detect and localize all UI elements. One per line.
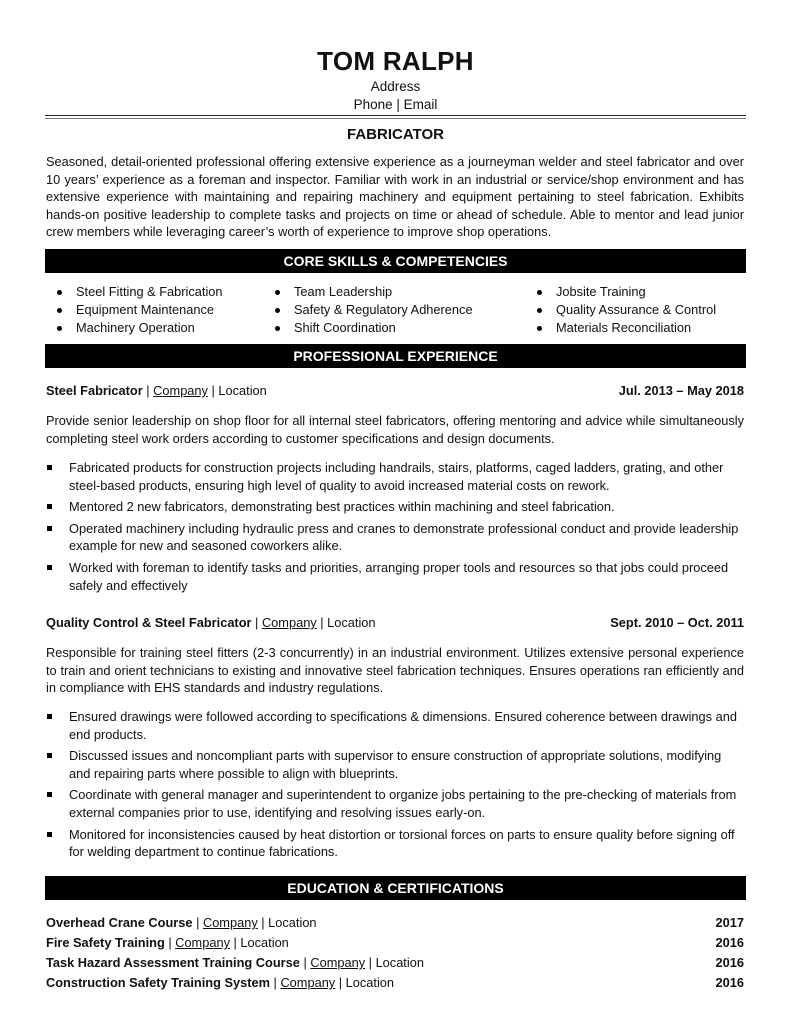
skill-item: Jobsite Training — [531, 283, 716, 301]
candidate-name: TOM RALPH — [317, 46, 474, 76]
company-name: Company — [153, 383, 208, 398]
list-item: Ensured drawings were followed according to specifications & dimensions. Ensured coherence between drawings and end products. — [46, 708, 744, 743]
bullet-dot-icon — [537, 290, 542, 295]
bullet-square-icon — [47, 792, 52, 797]
course-location: Location — [345, 975, 395, 990]
job-bullets — [46, 708, 744, 865]
job-dates: Jul. 2013 – May 2018 — [618, 383, 744, 398]
course-location: Location — [268, 915, 317, 930]
bullet-square-icon — [47, 565, 52, 570]
course-title: Overhead Crane Course — [46, 915, 193, 930]
job-title: Quality Control & Steel Fabricator — [46, 615, 252, 630]
separator: | — [164, 935, 176, 950]
course-year: 2017 — [715, 915, 744, 930]
separator: | — [192, 915, 203, 930]
list-item: Coordinate with general manager and superintendent to organize jobs pertaining to the pre-checking of materials from external companies prior to use, identifying and resolving issues early-on. — [46, 786, 744, 821]
bullet-square-icon — [47, 714, 52, 719]
job-header — [46, 383, 744, 401]
education-row — [46, 975, 744, 993]
list-item: Operated machinery including hydraulic press and cranes to demonstrate professional conduct and provide leadership example for new and seasoned coworkers alike. — [46, 520, 744, 555]
section-bar-experience: PROFESSIONAL EXPERIENCE — [45, 344, 746, 368]
list-item: Discussed issues and noncompliant parts with supervisor to ensure construction of appropriate solutions, modifying and repairing parts where possible to align with blueprints. — [46, 747, 744, 782]
bullet-dot-icon — [275, 308, 280, 313]
bullet-dot-icon — [57, 326, 62, 331]
list-item: Monitored for inconsistencies caused by heat distortion or torsional forces on parts to ensure quality before signing off for welding department to continue fabrications. — [46, 826, 744, 861]
job-dates: Sept. 2010 – Oct. 2011 — [610, 615, 744, 630]
skill-item: Equipment Maintenance — [51, 301, 223, 319]
separator: | — [270, 975, 281, 990]
company-name: Company — [175, 935, 230, 950]
education-row — [46, 915, 744, 933]
separator: | — [229, 935, 241, 950]
skill-item: Materials Reconciliation — [531, 319, 716, 337]
skill-item: Safety & Regulatory Adherence — [269, 301, 473, 319]
bullet-square-icon — [47, 465, 52, 470]
list-item: Mentored 2 new fabricators, demonstrating best practices within machining and steel fabrication. — [46, 498, 744, 516]
bullet-square-icon — [47, 832, 52, 837]
course-year: 2016 — [715, 975, 744, 990]
skill-item: Quality Assurance & Control — [531, 301, 716, 319]
education-row — [46, 955, 744, 973]
skills-grid — [45, 283, 746, 339]
skills-column — [51, 283, 223, 337]
separator: | — [207, 383, 219, 398]
course-location: Location — [240, 935, 289, 950]
separator: | — [316, 615, 328, 630]
education-row — [46, 935, 744, 953]
bullet-dot-icon — [537, 326, 542, 331]
skill-item: Steel Fitting & Fabrication — [51, 283, 223, 301]
separator: | — [365, 955, 376, 970]
skill-item: Team Leadership — [269, 283, 473, 301]
separator: | — [299, 955, 311, 970]
address-line: Address — [370, 79, 421, 94]
section-bar-education: EDUCATION & CERTIFICATIONS — [45, 876, 746, 900]
list-item: Fabricated products for construction projects including handrails, stairs, platforms, caged ladders, grating, and other steel-based products, ensuring high level of quality to avoid increased material costs on rework. — [46, 459, 744, 494]
separator: | — [335, 975, 346, 990]
bullet-dot-icon — [57, 308, 62, 313]
phone-email-line: Phone | Email — [353, 97, 438, 112]
course-location: Location — [375, 955, 424, 970]
bullet-dot-icon — [275, 326, 280, 331]
header-rule — [45, 115, 746, 116]
company-name: Company — [261, 615, 317, 630]
job-header — [46, 615, 744, 633]
company-name: Company — [280, 975, 336, 990]
list-item: Worked with foreman to identify tasks and priorities, arranging proper tools and resources so that jobs could proceed safely and effectively — [46, 559, 744, 594]
company-name: Company — [310, 955, 366, 970]
bullet-square-icon — [47, 753, 52, 758]
bullet-dot-icon — [537, 308, 542, 313]
job-summary: Responsible for training steel fitters (2-3 concurrently) in an industrial environment. Utilizes extensive personal experience to train and orient technicians to existing and innovative steel fabrication techniques. Ensures operations ran efficiently and in compliance with EHS standards and industry regulations. — [46, 645, 744, 696]
course-year: 2016 — [715, 955, 744, 970]
separator: | — [257, 915, 269, 930]
company-name: Company — [202, 915, 258, 930]
skill-item: Machinery Operation — [51, 319, 223, 337]
course-title: Task Hazard Assessment Training Course — [46, 955, 300, 970]
skills-column — [269, 283, 473, 337]
job-location: Location — [327, 615, 376, 630]
job-bullets — [46, 459, 744, 598]
job-title: Steel Fabricator — [46, 383, 143, 398]
course-title: Fire Safety Training — [46, 935, 165, 950]
course-year: 2016 — [715, 935, 744, 950]
job-summary: Provide senior leadership on shop floor for all internal steel fabricators, offering mentoring and advice while simultaneously completing steel work orders according to customer specifications and design documents. — [46, 413, 744, 446]
skill-item: Shift Coordination — [269, 319, 473, 337]
bullet-square-icon — [47, 504, 52, 509]
job-headline: FABRICATOR — [347, 126, 444, 143]
course-title: Construction Safety Training System — [46, 975, 270, 990]
separator: | — [142, 383, 154, 398]
professional-summary: Seasoned, detail-oriented professional offering extensive experience as a journeyman welder and steel fabricator and over 10 years’ experience as a foreman and inspector. Familiar with work in an industrial or service/shop environment and has extensive experience with maintaining and repairing machinery and equipment pertaining to steel fabrication. Exhibits hands-on positive leadership to complete tasks and projects on time or ahead of schedule. Able to mentor and lead junior crew members while leveraging career’s worth of experience to improve shop operations. — [46, 154, 744, 240]
bullet-dot-icon — [275, 290, 280, 295]
skills-column — [531, 283, 716, 337]
bullet-dot-icon — [57, 290, 62, 295]
bullet-square-icon — [47, 526, 52, 531]
job-location: Location — [218, 383, 267, 398]
separator: | — [251, 615, 262, 630]
section-bar-skills: CORE SKILLS & COMPETENCIES — [45, 249, 746, 273]
header-rule-thin — [45, 118, 746, 119]
